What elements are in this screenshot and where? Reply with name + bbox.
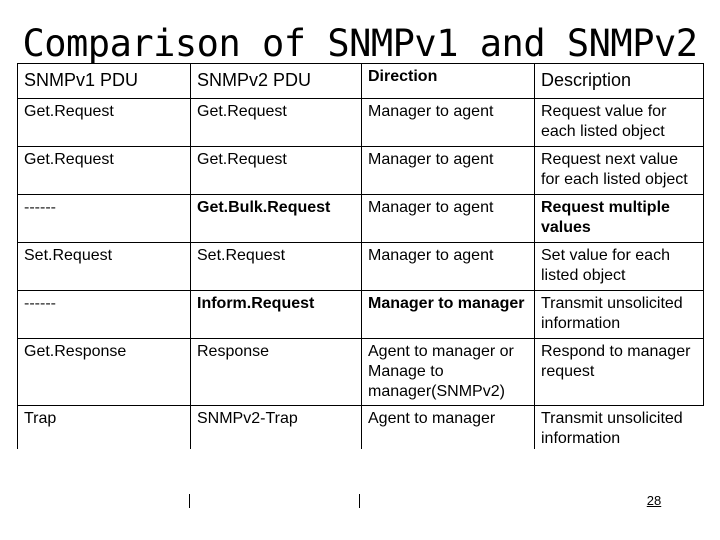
- cell-direction: Manager to agent: [362, 243, 535, 291]
- header-direction: Direction: [362, 64, 535, 99]
- cell-snmpv2-pdu: Get.Request: [191, 147, 362, 195]
- cell-snmpv1-pdu: Trap: [18, 406, 191, 450]
- header-snmpv2-pdu: SNMPv2 PDU: [191, 64, 362, 99]
- cell-snmpv1-pdu: Get.Response: [18, 339, 191, 406]
- cell-description: Request next value for each listed object: [535, 147, 704, 195]
- cell-snmpv2-pdu: Inform.Request: [191, 291, 362, 339]
- header-snmpv1-pdu: SNMPv1 PDU: [18, 64, 191, 99]
- cell-snmpv2-pdu: Response: [191, 339, 362, 406]
- slide-title: Comparison of SNMPv1 and SNMPv2: [22, 22, 698, 65]
- cell-snmpv2-pdu: Get.Request: [191, 99, 362, 147]
- table-row: [18, 99, 704, 147]
- cell-description: Request value for each listed object: [535, 99, 704, 147]
- cell-direction: Agent to manager or Manage to manager(SNMPv2): [362, 339, 535, 406]
- cell-direction: Agent to manager: [362, 406, 535, 450]
- cell-direction: Manager to agent: [362, 147, 535, 195]
- table-row: [18, 147, 704, 195]
- table-header-row: [18, 64, 704, 99]
- cell-snmpv1-pdu: ------: [18, 291, 191, 339]
- cell-snmpv1-pdu: Set.Request: [18, 243, 191, 291]
- cell-snmpv2-pdu: Get.Bulk.Request: [191, 195, 362, 243]
- cell-direction: Manager to agent: [362, 99, 535, 147]
- cell-snmpv2-pdu: SNMPv2-Trap: [191, 406, 362, 450]
- comparison-table: [17, 63, 704, 449]
- cell-direction: Manager to manager: [362, 291, 535, 339]
- page-number: 28: [646, 493, 662, 508]
- table-row: [18, 291, 704, 339]
- cell-description: Set value for each listed object: [535, 243, 704, 291]
- cell-snmpv1-pdu: ------: [18, 195, 191, 243]
- cell-snmpv1-pdu: Get.Request: [18, 99, 191, 147]
- cell-description: Transmit unsolicited information: [535, 406, 704, 450]
- cell-description: Request multiple values: [535, 195, 704, 243]
- table-row: [18, 195, 704, 243]
- cell-snmpv2-pdu: Set.Request: [191, 243, 362, 291]
- column-divider-tail: [359, 494, 360, 508]
- cell-direction: Manager to agent: [362, 195, 535, 243]
- cell-description: Transmit unsolicited information: [535, 291, 704, 339]
- cell-snmpv1-pdu: Get.Request: [18, 147, 191, 195]
- header-description: Description: [535, 64, 704, 99]
- column-divider-tail: [189, 494, 190, 508]
- table-row: [18, 406, 704, 450]
- table-row: [18, 339, 704, 406]
- cell-description: Respond to manager request: [535, 339, 704, 406]
- table-row: [18, 243, 704, 291]
